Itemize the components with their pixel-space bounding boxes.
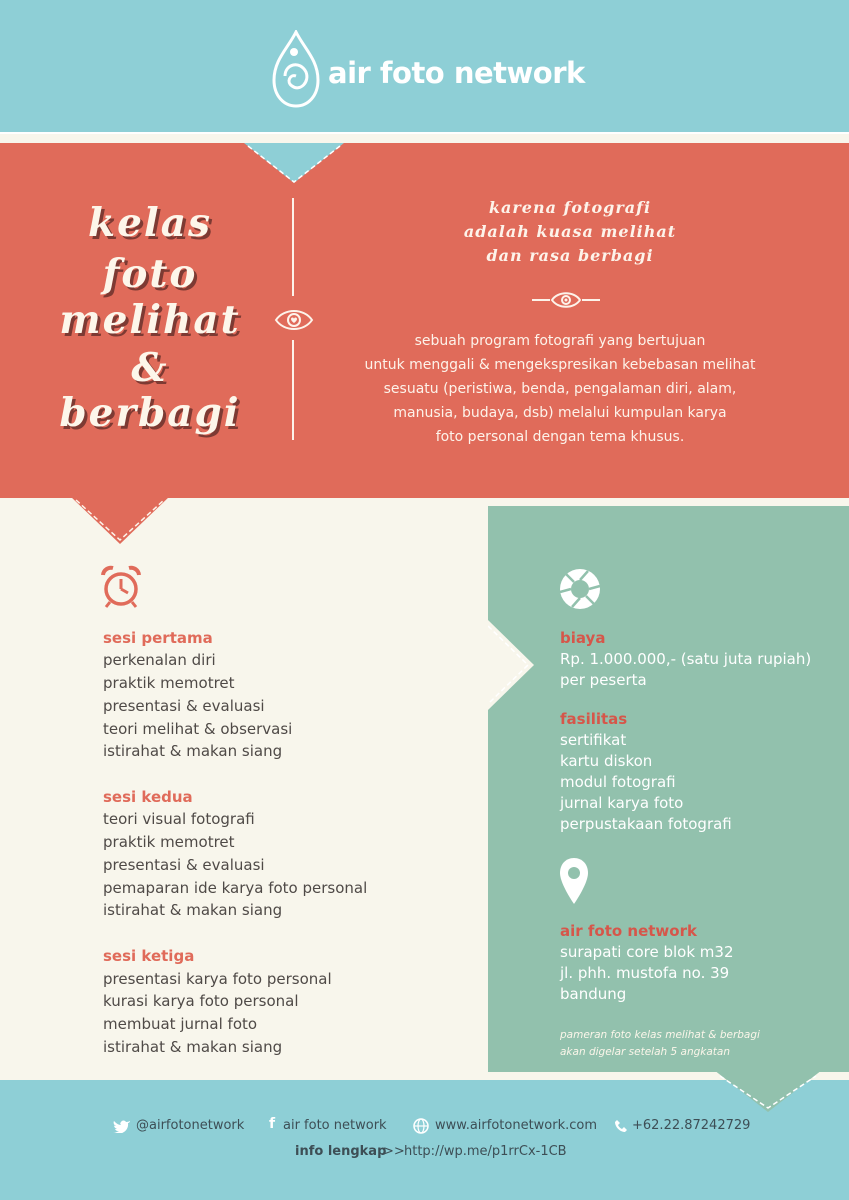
address-line-2: jl. phh. mustofa no. 39 (560, 964, 730, 982)
website-link[interactable]: www.airfotonetwork.com (435, 1118, 598, 1133)
list-item: istirahat & makan siang (103, 901, 283, 919)
header-chevron-tip (0, 126, 849, 186)
footer-chevron (708, 1070, 828, 1120)
water-drop-logo-icon (270, 30, 322, 110)
description-line-2: untuk menggali & mengekspresikan kebebasan melihat (364, 357, 756, 373)
facebook-icon: f (269, 1116, 276, 1132)
title-line-3: melihat (59, 297, 241, 343)
list-item: perkenalan diri (103, 651, 216, 669)
description-line-3: sesuatu (peristiwa, benda, pengalaman diri, alam, (383, 381, 737, 397)
info-arrow: >> (383, 1144, 405, 1159)
title-line-4: & (131, 345, 169, 391)
map-pin-icon (558, 856, 590, 906)
quote-line-1: karena fotografi (488, 198, 652, 217)
list-item: membuat jurnal foto (103, 1015, 258, 1033)
address-line-3: bandung (560, 985, 627, 1003)
session-2-title: sesi kedua (103, 788, 193, 806)
list-item: jurnal karya foto (560, 794, 684, 812)
description-line-1: sebuah program fotografi yang bertujuan (414, 333, 706, 349)
list-item: presentasi & evaluasi (103, 856, 265, 874)
list-item: istirahat & makan siang (103, 1038, 283, 1056)
divider-top (292, 198, 294, 296)
alarm-clock-icon (100, 565, 142, 609)
fasilitas-title: fasilitas (560, 710, 628, 728)
address-line-1: surapati core blok m32 (560, 943, 734, 961)
location-title: air foto network (560, 922, 697, 940)
twitter-icon (113, 1119, 131, 1133)
brand-name: air foto network (328, 56, 585, 90)
list-item: praktik memotret (103, 674, 235, 692)
quote-line-3: dan rasa berbagi (486, 246, 654, 265)
info-link[interactable]: http://wp.me/p1rrCx-1CB (404, 1144, 567, 1159)
phone-icon (614, 1119, 628, 1133)
list-item: kurasi karya foto personal (103, 992, 299, 1010)
list-item: teori melihat & observasi (103, 720, 293, 738)
eye-icon (274, 306, 314, 334)
list-item: istirahat & makan siang (103, 742, 283, 760)
list-item: presentasi & evaluasi (103, 697, 265, 715)
title-line-1: kelas (88, 200, 212, 246)
list-item: perpustakaan fotografi (560, 815, 732, 833)
description-line-4: manusia, budaya, dsb) melalui kumpulan karya (393, 405, 727, 421)
hero-chevron (60, 496, 180, 548)
globe-icon (413, 1118, 429, 1134)
facebook-link[interactable]: air foto network (283, 1118, 387, 1133)
session-1-title: sesi pertama (103, 629, 213, 647)
biaya-title: biaya (560, 629, 606, 647)
title-line-2: foto (102, 251, 198, 297)
camera-aperture-icon (558, 567, 602, 611)
info-label: info lengkap (295, 1144, 387, 1159)
quote-line-2: adalah kuasa melihat (463, 222, 677, 241)
list-item: modul fotografi (560, 773, 676, 791)
list-item: pemaparan ide karya foto personal (103, 879, 368, 897)
title-line-5: berbagi (59, 390, 241, 436)
list-item: presentasi karya foto personal (103, 970, 332, 988)
list-item: praktik memotret (103, 833, 235, 851)
phone-number[interactable]: +62.22.87242729 (632, 1118, 751, 1133)
list-item: kartu diskon (560, 752, 653, 770)
divider-bottom (292, 340, 294, 440)
description-line-5: foto personal dengan tema khusus. (435, 429, 685, 445)
list-item: sertifikat (560, 731, 627, 749)
biaya-line-2: per peserta (560, 671, 647, 689)
note-line-1: pameran foto kelas melihat & berbagi (560, 1029, 760, 1041)
biaya-line-1: Rp. 1.000.000,- (satu juta rupiah) (560, 650, 812, 668)
panel-side-notch (488, 620, 536, 710)
note-line-2: akan digelar setelah 5 angkatan (560, 1046, 730, 1058)
twitter-link[interactable]: @airfotonetwork (136, 1118, 245, 1133)
list-item: teori visual fotografi (103, 810, 255, 828)
eye-divider-icon (530, 288, 602, 312)
session-3-title: sesi ketiga (103, 947, 195, 965)
